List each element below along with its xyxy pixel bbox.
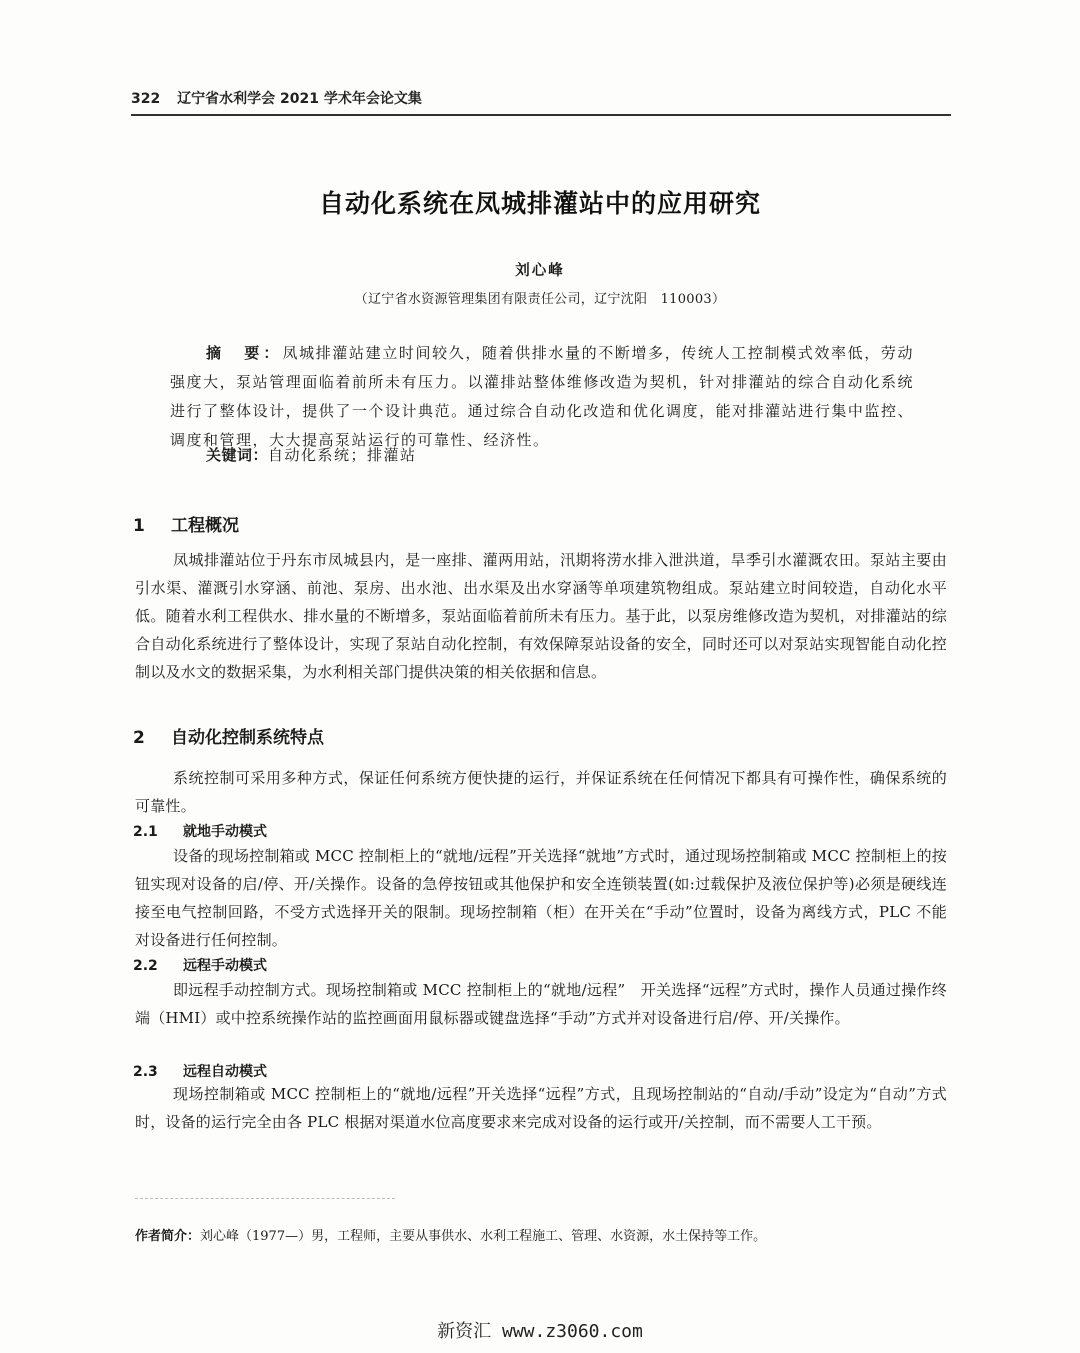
keywords bbox=[206, 441, 417, 470]
keywords-text: 自动化系统；排灌站 bbox=[268, 446, 417, 464]
section-1-paragraph: 凤城排灌站位于丹东市凤城县内，是一座排、灌两用站，汛期将涝水排入泄洪道，旱季引水灌溉农田。泵站主要由引水渠、灌溉引水穿涵、前池、泵房、出水池、出水渠及出水穿涵等单项建筑物组成。泵站建立时间较造，自动化水平低。随着水利工程供水、排水量的不断增多，泵站面临着前所未有压力。基于此，以泵房维修改造为契机，对排灌站的综合自动化系统进行了整体设计，实现了泵站自动化控制，有效保障泵站设备的安全，同时还可以对泵站实现智能自动化控制以及水文的数据采集，为水利相关部门提供决策的相关依据和信息。 bbox=[135, 551, 947, 681]
section-title: 自动化控制系统特点 bbox=[171, 728, 324, 748]
section-title: 工程概况 bbox=[171, 516, 239, 536]
journal-name: 辽宁省水利学会 2021 学术年会论文集 bbox=[177, 91, 422, 107]
section-number: 2 bbox=[133, 728, 145, 748]
footnote-divider bbox=[135, 1198, 395, 1201]
subsection-number: 2.1 bbox=[133, 824, 158, 840]
section-heading-2 bbox=[133, 723, 324, 748]
abstract bbox=[170, 339, 914, 455]
section-number: 1 bbox=[133, 516, 145, 536]
page-number: 322 bbox=[131, 91, 161, 107]
subsection-title: 远程自动模式 bbox=[183, 1064, 267, 1080]
author-name: 刘心峰 bbox=[515, 262, 565, 279]
subsection-heading-2-3 bbox=[133, 1061, 267, 1081]
paper-title: 自动化系统在凤城排灌站中的应用研究 bbox=[318, 189, 761, 218]
subsection-heading-2-1 bbox=[133, 821, 267, 841]
subsection-heading-2-2 bbox=[133, 955, 267, 975]
footnote-label: 作者简介： bbox=[135, 1229, 201, 1244]
section-2-intro-paragraph: 系统控制可采用多种方式，保证任何系统方便快捷的运行，并保证系统在任何情况下都具有可操作性，确保系统的可靠性。 bbox=[135, 769, 947, 815]
abstract-label: 摘 要： bbox=[206, 344, 283, 362]
subsection-number: 2.3 bbox=[133, 1064, 158, 1080]
subsection-2-2-paragraph: 即远程手动控制方式。现场控制箱或 MCC 控制柜上的“就地/远程” 开关选择“远程”方式时，操作人员通过操作终端（HMI）或中控系统操作站的监控画面用鼠标器或键盘选择“手动”方式并对设备进行启/停、开/关操作。 bbox=[135, 981, 947, 1027]
header-divider bbox=[131, 114, 951, 116]
abstract-text: 凤城排灌站建立时间较久，随着供排水量的不断增多，传统人工控制模式效率低，劳动强度大，泵站管理面临着前所未有压力。以灌排站整体维修改造为契机，针对排灌站的综合自动化系统进行了整体设计，提供了一个设计典范。通过综合自动化改造和优化调度，能对排灌站进行集中监控、调度和管理，大大提高泵站运行的可靠性、经济性。 bbox=[170, 344, 914, 449]
author-bio-footnote bbox=[135, 1225, 766, 1244]
subsection-number: 2.2 bbox=[133, 958, 158, 974]
subsection-title: 远程手动模式 bbox=[183, 958, 267, 974]
subsection-2-3-paragraph: 现场控制箱或 MCC 控制柜上的“就地/远程”开关选择“远程”方式，且现场控制站的“自动/手动”设定为“自动”方式时，设备的运行完全由各 PLC 根据对渠道水位高度要求来完成对设备的运行或开/关控制，而不需要人工干预。 bbox=[135, 1085, 947, 1131]
section-heading-1 bbox=[133, 511, 239, 536]
author-affiliation: （辽宁省水资源管理集团有限责任公司，辽宁沈阳 110003） bbox=[354, 292, 726, 307]
footnote-text: 刘心峰（1977—）男，工程师，主要从事供水、水利工程施工、管理、水资源，水土保持等工作。 bbox=[200, 1229, 767, 1244]
keywords-label: 关键词： bbox=[206, 446, 269, 464]
subsection-2-1-paragraph: 设备的现场控制箱或 MCC 控制柜上的“就地/远程”开关选择“就地”方式时，通过现场控制箱或 MCC 控制柜上的按钮实现对设备的启/停、开/关操作。设备的急停按钮或其他保护和安全连锁装置(如:过载保护及液位保护等)必须是硬线连接至电气控制回路，不受方式选择开关的限制。现场控制箱（柜）在开关在“手动”位置时，设备为离线方式，PLC 不能对设备进行任何控制。 bbox=[135, 847, 947, 949]
watermark-text: 新资汇 www.z3060.com bbox=[437, 1321, 643, 1342]
running-header bbox=[131, 88, 422, 108]
subsection-title: 就地手动模式 bbox=[183, 824, 267, 840]
